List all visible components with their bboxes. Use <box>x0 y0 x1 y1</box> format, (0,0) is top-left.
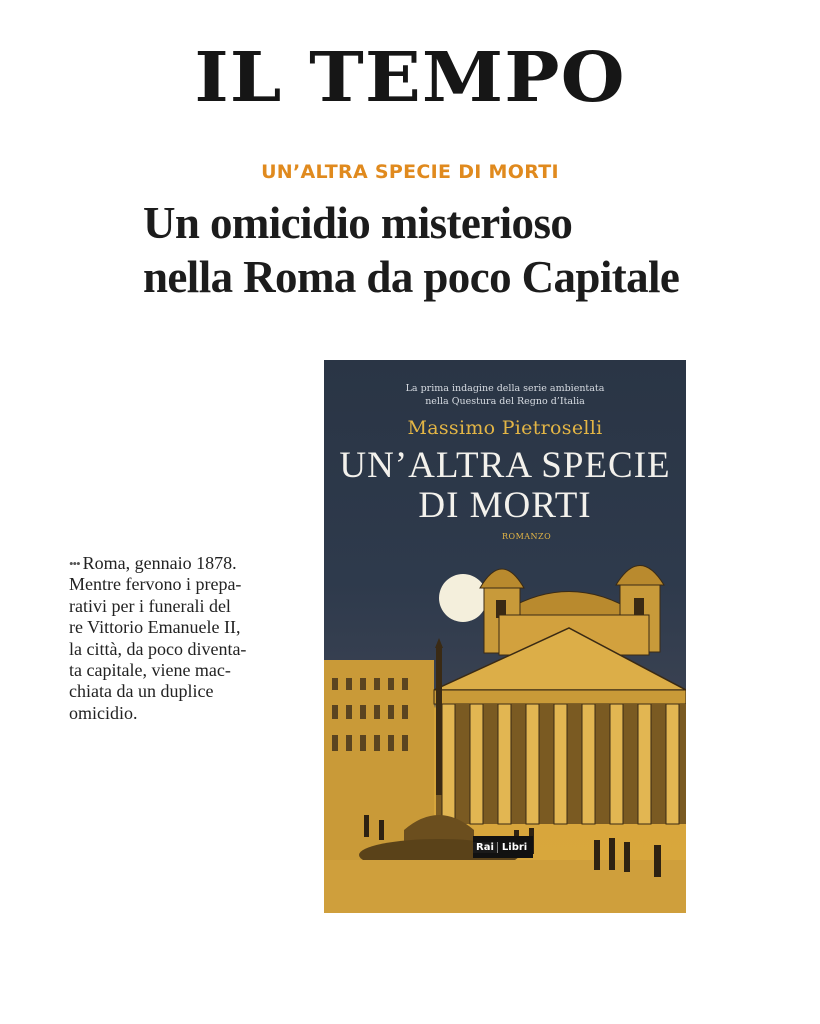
lead-line-7: chiata da un duplice <box>69 681 214 702</box>
lead-line-4: re Vittorio Emanuele II, <box>69 617 241 638</box>
headline-line-1: Un omicidio misterioso <box>143 198 573 248</box>
pantheon-illustration <box>324 360 686 913</box>
lead-bullet-dots: ••• <box>69 556 80 571</box>
newspaper-masthead: IL TEMPO <box>194 38 626 118</box>
book-cover <box>324 360 686 913</box>
lead-line-6: ta capitale, viene mac- <box>69 660 231 681</box>
article-kicker: UN’ALTRA SPECIE DI MORTI <box>261 161 559 183</box>
publisher-libri: Libri <box>501 841 528 853</box>
lead-line-2: Mentre fervono i prepa- <box>69 574 242 595</box>
lead-line-5: la città, da poco diventa- <box>69 638 247 659</box>
article-lead <box>69 553 314 724</box>
moon-shape <box>439 574 487 622</box>
cover-genre: ROMANZO <box>502 532 552 541</box>
publisher-rai: Rai <box>473 842 498 853</box>
lead-line-3: rativi per i funerali del <box>69 595 231 616</box>
headline-line-2: nella Roma da poco Capitale <box>143 252 680 302</box>
cover-title-line-1: UN’ALTRA SPECIE <box>339 445 671 486</box>
cover-title-line-2: DI MORTI <box>418 485 592 526</box>
lead-line-8: omicidio. <box>69 702 138 723</box>
publisher-logo <box>473 836 533 858</box>
lead-line-1 <box>69 553 314 574</box>
cover-author: Massimo Pietroselli <box>407 417 603 439</box>
article-headline <box>143 196 763 304</box>
cover-subtitle-line-2: nella Questura del Regno d’Italia <box>425 396 585 407</box>
lead-line-1-text: Roma, gennaio 1878. <box>82 553 237 573</box>
cover-subtitle-line-1: La prima indagine della serie ambientata <box>405 383 605 394</box>
